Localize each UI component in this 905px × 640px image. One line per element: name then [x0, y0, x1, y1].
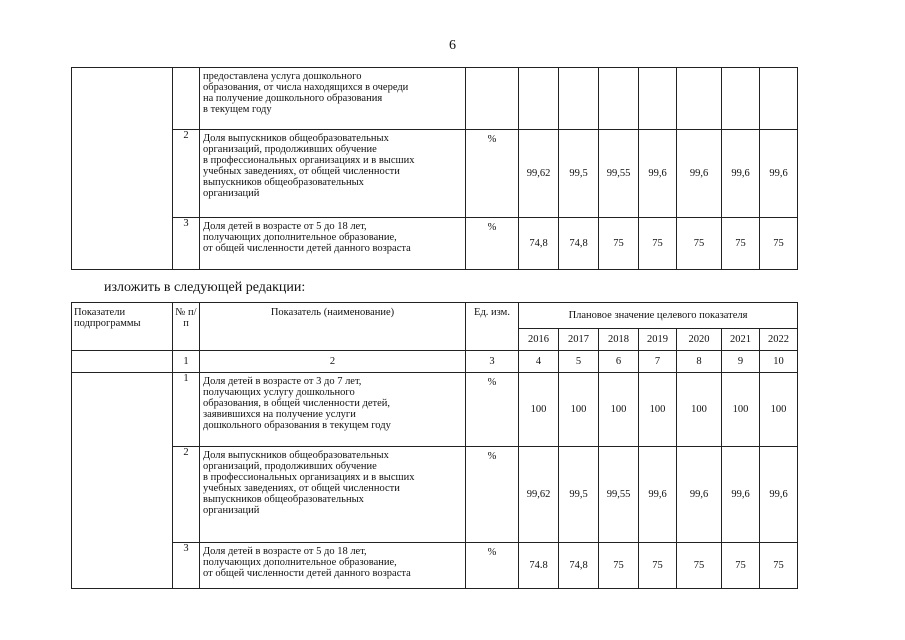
description-line: предоставлена услуга дошкольного	[203, 71, 362, 82]
value-cell: 100	[639, 373, 677, 447]
description-line: выпускников общеобразовательных	[203, 494, 364, 505]
description-line: на получение дошкольного образования	[203, 93, 383, 104]
table-row	[72, 130, 798, 218]
value-cell	[639, 68, 677, 130]
value-cell	[760, 68, 798, 130]
column-number: 1	[173, 351, 200, 373]
description-line: организаций	[203, 505, 260, 516]
column-number: 5	[559, 351, 599, 373]
description-line: получающих дополнительное образование,	[203, 232, 397, 243]
year-header: 2020	[677, 329, 722, 351]
table-row	[72, 373, 798, 447]
value-cell: 99,62	[519, 447, 559, 543]
value-cell: 99,5	[559, 130, 599, 218]
description-line: Доля выпускников общеобразовательных	[203, 450, 389, 461]
row-number	[173, 68, 200, 130]
description-line: учебных заведениях, от общей численности	[203, 483, 400, 494]
description-line: учебных заведениях, от общей численности	[203, 166, 400, 177]
program-cell	[72, 68, 173, 270]
value-cell: 75	[677, 543, 722, 589]
description-line: Доля выпускников общеобразовательных	[203, 133, 389, 144]
column-number: 4	[519, 351, 559, 373]
value-cell: 74,8	[559, 218, 599, 270]
indicator-description	[200, 373, 466, 447]
value-cell: 100	[760, 373, 798, 447]
program-colnum-cell	[72, 351, 173, 373]
table-row	[72, 447, 798, 543]
unit-cell: %	[466, 130, 519, 218]
description-line: организаций	[203, 188, 260, 199]
column-number: 2	[200, 351, 466, 373]
row-number: 2	[173, 447, 200, 543]
intro-text: изложить в следующей редакции:	[104, 280, 306, 295]
description-line: в профессиональных организациях и в высших	[203, 472, 415, 483]
value-cell: 99,6	[722, 447, 760, 543]
page-number: 6	[449, 38, 456, 53]
header-number: № п/п	[173, 303, 200, 351]
value-cell: 75	[722, 543, 760, 589]
description-line: получающих услугу дошкольного	[203, 387, 355, 398]
value-cell: 99,55	[599, 130, 639, 218]
value-cell: 74,8	[519, 218, 559, 270]
description-line: дошкольного образования в текущем году	[203, 420, 391, 431]
column-number: 9	[722, 351, 760, 373]
description-line: от общей численности детей данного возраста	[203, 568, 411, 579]
description-line: выпускников общеобразовательных	[203, 177, 364, 188]
indicator-description	[200, 218, 466, 270]
year-header: 2021	[722, 329, 760, 351]
unit-cell: %	[466, 543, 519, 589]
program-cell	[72, 373, 173, 589]
value-cell: 99,6	[639, 130, 677, 218]
description-line: организаций, продолживших обучение	[203, 144, 377, 155]
unit-cell	[466, 68, 519, 130]
indicator-description	[200, 447, 466, 543]
column-number: 3	[466, 351, 519, 373]
header-indicator: Показатель (наименование)	[200, 303, 466, 351]
indicator-description	[200, 130, 466, 218]
description-line: Доля детей в возрасте от 5 до 18 лет,	[203, 546, 367, 557]
description-line: образования, от числа находящихся в очереди	[203, 82, 409, 93]
value-cell	[559, 68, 599, 130]
header-planned: Плановое значение целевого показателя	[519, 303, 798, 329]
description-line: получающих дополнительное образование,	[203, 557, 397, 568]
table-row	[72, 68, 798, 130]
table-row	[72, 218, 798, 270]
value-cell	[599, 68, 639, 130]
year-header: 2017	[559, 329, 599, 351]
value-cell	[519, 68, 559, 130]
column-number: 10	[760, 351, 798, 373]
value-cell: 75	[760, 543, 798, 589]
value-cell	[722, 68, 760, 130]
value-cell: 74.8	[519, 543, 559, 589]
value-cell: 99,6	[639, 447, 677, 543]
value-cell: 75	[677, 218, 722, 270]
value-cell: 75	[599, 543, 639, 589]
description-line: организаций, продолживших обучение	[203, 461, 377, 472]
table-row	[72, 543, 798, 589]
column-number: 7	[639, 351, 677, 373]
year-header: 2018	[599, 329, 639, 351]
row-number: 3	[173, 218, 200, 270]
value-cell: 100	[559, 373, 599, 447]
value-cell: 75	[760, 218, 798, 270]
value-cell	[677, 68, 722, 130]
value-cell: 100	[519, 373, 559, 447]
value-cell: 75	[722, 218, 760, 270]
value-cell: 99,6	[722, 130, 760, 218]
row-number: 3	[173, 543, 200, 589]
description-line: заявившихся на получение услуги	[203, 409, 356, 420]
description-line: Доля детей в возрасте от 5 до 18 лет,	[203, 221, 367, 232]
column-number: 8	[677, 351, 722, 373]
value-cell: 99,6	[760, 447, 798, 543]
description-line: образования, в общей численности детей,	[203, 398, 391, 409]
row-number: 1	[173, 373, 200, 447]
year-header: 2022	[760, 329, 798, 351]
value-cell: 100	[599, 373, 639, 447]
year-header: 2019	[639, 329, 677, 351]
value-cell: 100	[722, 373, 760, 447]
value-cell: 99,62	[519, 130, 559, 218]
header-program: Показатели подпрограммы	[72, 303, 173, 351]
indicator-description	[200, 68, 466, 130]
header-unit: Ед. изм.	[466, 303, 519, 351]
unit-cell: %	[466, 373, 519, 447]
value-cell: 100	[677, 373, 722, 447]
table-previous-version	[71, 67, 798, 270]
value-cell: 75	[639, 543, 677, 589]
description-line: в профессиональных организациях и в высших	[203, 155, 415, 166]
unit-cell: %	[466, 447, 519, 543]
unit-cell: %	[466, 218, 519, 270]
description-line: Доля детей в возрасте от 3 до 7 лет,	[203, 376, 362, 387]
value-cell: 99,6	[760, 130, 798, 218]
column-number: 6	[599, 351, 639, 373]
value-cell: 99,55	[599, 447, 639, 543]
year-header: 2016	[519, 329, 559, 351]
description-line: в текущем году	[203, 104, 272, 115]
description-line: от общей численности детей данного возраста	[203, 243, 411, 254]
value-cell: 99,6	[677, 447, 722, 543]
value-cell: 99,6	[677, 130, 722, 218]
value-cell: 75	[599, 218, 639, 270]
value-cell: 75	[639, 218, 677, 270]
value-cell: 99,5	[559, 447, 599, 543]
table-new-version	[71, 302, 798, 589]
value-cell: 74,8	[559, 543, 599, 589]
row-number: 2	[173, 130, 200, 218]
indicator-description	[200, 543, 466, 589]
